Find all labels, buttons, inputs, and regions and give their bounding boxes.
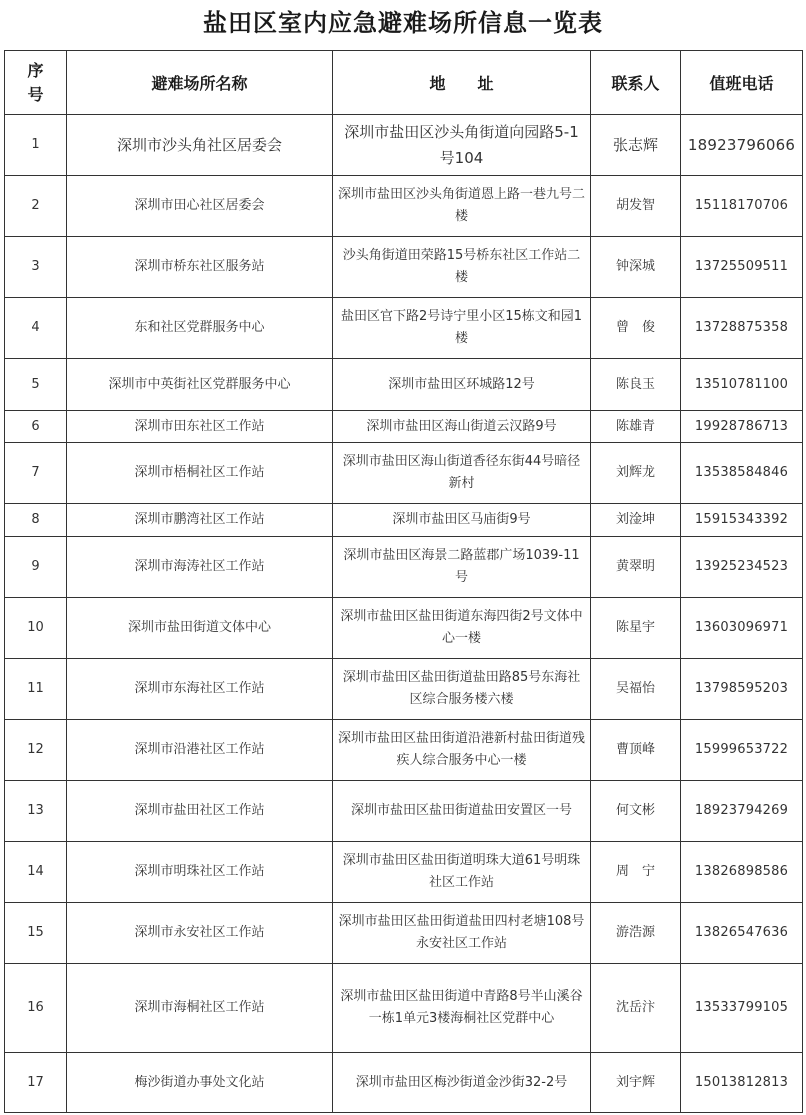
shelter-name: 深圳市田心社区居委会 xyxy=(67,176,333,237)
duty-phone: 13798595203 xyxy=(681,659,803,720)
row-number: 17 xyxy=(5,1053,67,1113)
header-phone: 值班电话 xyxy=(681,51,803,115)
contact-person: 何文彬 xyxy=(591,781,681,842)
header-serial-line2: 号 xyxy=(27,84,44,104)
shelter-address: 深圳市盐田区沙头角街道向园路5-1号104 xyxy=(333,115,591,176)
shelter-address: 深圳市盐田区盐田街道盐田四村老塘108号永安社区工作站 xyxy=(333,903,591,964)
row-number: 5 xyxy=(5,359,67,411)
shelter-name: 深圳市沙头角社区居委会 xyxy=(67,115,333,176)
header-address: 地 址 xyxy=(333,51,591,115)
table-row xyxy=(5,411,803,443)
row-number: 14 xyxy=(5,842,67,903)
contact-person: 刘淦坤 xyxy=(591,504,681,537)
shelter-address: 深圳市盐田区海景二路蓝郡广场1039-11号 xyxy=(333,537,591,598)
table-row xyxy=(5,1053,803,1113)
shelter-address: 深圳市盐田区盐田街道盐田路85号东海社区综合服务楼六楼 xyxy=(333,659,591,720)
contact-person: 曹顶峰 xyxy=(591,720,681,781)
contact-person: 张志辉 xyxy=(591,115,681,176)
duty-phone: 15999653722 xyxy=(681,720,803,781)
contact-person: 沈岳汴 xyxy=(591,964,681,1053)
table-row xyxy=(5,504,803,537)
shelter-name: 深圳市田东社区工作站 xyxy=(67,411,333,443)
header-serial-number xyxy=(5,51,67,115)
shelter-address: 深圳市盐田区海山街道云汉路9号 xyxy=(333,411,591,443)
table-row xyxy=(5,237,803,298)
row-number: 15 xyxy=(5,903,67,964)
page-title: 盐田区室内应急避难场所信息一览表 xyxy=(203,8,603,37)
table-row xyxy=(5,115,803,176)
shelter-name: 深圳市永安社区工作站 xyxy=(67,903,333,964)
shelter-name: 深圳市鹏湾社区工作站 xyxy=(67,504,333,537)
row-number: 8 xyxy=(5,504,67,537)
shelter-name: 深圳市明珠社区工作站 xyxy=(67,842,333,903)
shelter-name: 深圳市海桐社区工作站 xyxy=(67,964,333,1053)
shelter-address: 深圳市盐田区沙头角街道恩上路一巷九号二楼 xyxy=(333,176,591,237)
shelter-address: 深圳市盐田区马庙街9号 xyxy=(333,504,591,537)
shelter-name: 深圳市中英街社区党群服务中心 xyxy=(67,359,333,411)
table-row xyxy=(5,443,803,504)
row-number: 1 xyxy=(5,115,67,176)
duty-phone: 13728875358 xyxy=(681,298,803,359)
shelter-address: 深圳市盐田区盐田街道东海四街2号文体中心一楼 xyxy=(333,598,591,659)
shelter-name: 深圳市盐田社区工作站 xyxy=(67,781,333,842)
contact-person: 周 宁 xyxy=(591,842,681,903)
row-number: 12 xyxy=(5,720,67,781)
table-row xyxy=(5,176,803,237)
row-number: 6 xyxy=(5,411,67,443)
row-number: 2 xyxy=(5,176,67,237)
table-row xyxy=(5,903,803,964)
contact-person: 胡发智 xyxy=(591,176,681,237)
shelter-name: 梅沙街道办事处文化站 xyxy=(67,1053,333,1113)
shelter-name: 深圳市东海社区工作站 xyxy=(67,659,333,720)
contact-person: 陈良玉 xyxy=(591,359,681,411)
shelter-table xyxy=(4,50,803,1113)
contact-person: 吴福怡 xyxy=(591,659,681,720)
shelter-name: 深圳市梧桐社区工作站 xyxy=(67,443,333,504)
shelter-address: 盐田区官下路2号诗宁里小区15栋文和园1楼 xyxy=(333,298,591,359)
table-header-row xyxy=(5,51,803,115)
shelter-name: 深圳市海涛社区工作站 xyxy=(67,537,333,598)
row-number: 3 xyxy=(5,237,67,298)
duty-phone: 15013812813 xyxy=(681,1053,803,1113)
row-number: 7 xyxy=(5,443,67,504)
duty-phone: 18923796066 xyxy=(681,115,803,176)
row-number: 9 xyxy=(5,537,67,598)
header-serial-line1: 序 xyxy=(27,60,44,80)
table-row xyxy=(5,359,803,411)
header-shelter-name: 避难场所名称 xyxy=(67,51,333,115)
duty-phone: 15915343392 xyxy=(681,504,803,537)
shelter-address: 深圳市盐田区盐田街道沿港新村盐田街道残疾人综合服务中心一楼 xyxy=(333,720,591,781)
table-row xyxy=(5,781,803,842)
table-row xyxy=(5,720,803,781)
row-number: 4 xyxy=(5,298,67,359)
shelter-address: 深圳市盐田区梅沙街道金沙街32-2号 xyxy=(333,1053,591,1113)
table-row xyxy=(5,842,803,903)
contact-person: 黄翠明 xyxy=(591,537,681,598)
shelter-name: 深圳市沿港社区工作站 xyxy=(67,720,333,781)
duty-phone: 13826898586 xyxy=(681,842,803,903)
shelter-address: 沙头角街道田荣路15号桥东社区工作站二楼 xyxy=(333,237,591,298)
duty-phone: 15118170706 xyxy=(681,176,803,237)
table-row xyxy=(5,659,803,720)
table-row xyxy=(5,598,803,659)
table-row xyxy=(5,964,803,1053)
row-number: 13 xyxy=(5,781,67,842)
row-number: 16 xyxy=(5,964,67,1053)
header-contact: 联系人 xyxy=(591,51,681,115)
contact-person: 游浩源 xyxy=(591,903,681,964)
contact-person: 陈雄青 xyxy=(591,411,681,443)
contact-person: 钟深城 xyxy=(591,237,681,298)
duty-phone: 13538584846 xyxy=(681,443,803,504)
duty-phone: 13533799105 xyxy=(681,964,803,1053)
table-row xyxy=(5,298,803,359)
shelter-name: 深圳市盐田街道文体中心 xyxy=(67,598,333,659)
shelter-name: 东和社区党群服务中心 xyxy=(67,298,333,359)
row-number: 10 xyxy=(5,598,67,659)
contact-person: 陈星宇 xyxy=(591,598,681,659)
shelter-address: 深圳市盐田区环城路12号 xyxy=(333,359,591,411)
row-number: 11 xyxy=(5,659,67,720)
shelter-address: 深圳市盐田区海山街道香径东街44号暗径新村 xyxy=(333,443,591,504)
shelter-address: 深圳市盐田区盐田街道明珠大道61号明珠社区工作站 xyxy=(333,842,591,903)
duty-phone: 13603096971 xyxy=(681,598,803,659)
duty-phone: 13725509511 xyxy=(681,237,803,298)
contact-person: 刘宇辉 xyxy=(591,1053,681,1113)
duty-phone: 13826547636 xyxy=(681,903,803,964)
shelter-name: 深圳市桥东社区服务站 xyxy=(67,237,333,298)
shelter-address: 深圳市盐田区盐田街道中青路8号半山溪谷一栋1单元3楼海桐社区党群中心 xyxy=(333,964,591,1053)
duty-phone: 13510781100 xyxy=(681,359,803,411)
contact-person: 曾 俊 xyxy=(591,298,681,359)
duty-phone: 19928786713 xyxy=(681,411,803,443)
duty-phone: 13925234523 xyxy=(681,537,803,598)
contact-person: 刘辉龙 xyxy=(591,443,681,504)
duty-phone: 18923794269 xyxy=(681,781,803,842)
table-row xyxy=(5,537,803,598)
shelter-address: 深圳市盐田区盐田街道盐田安置区一号 xyxy=(333,781,591,842)
